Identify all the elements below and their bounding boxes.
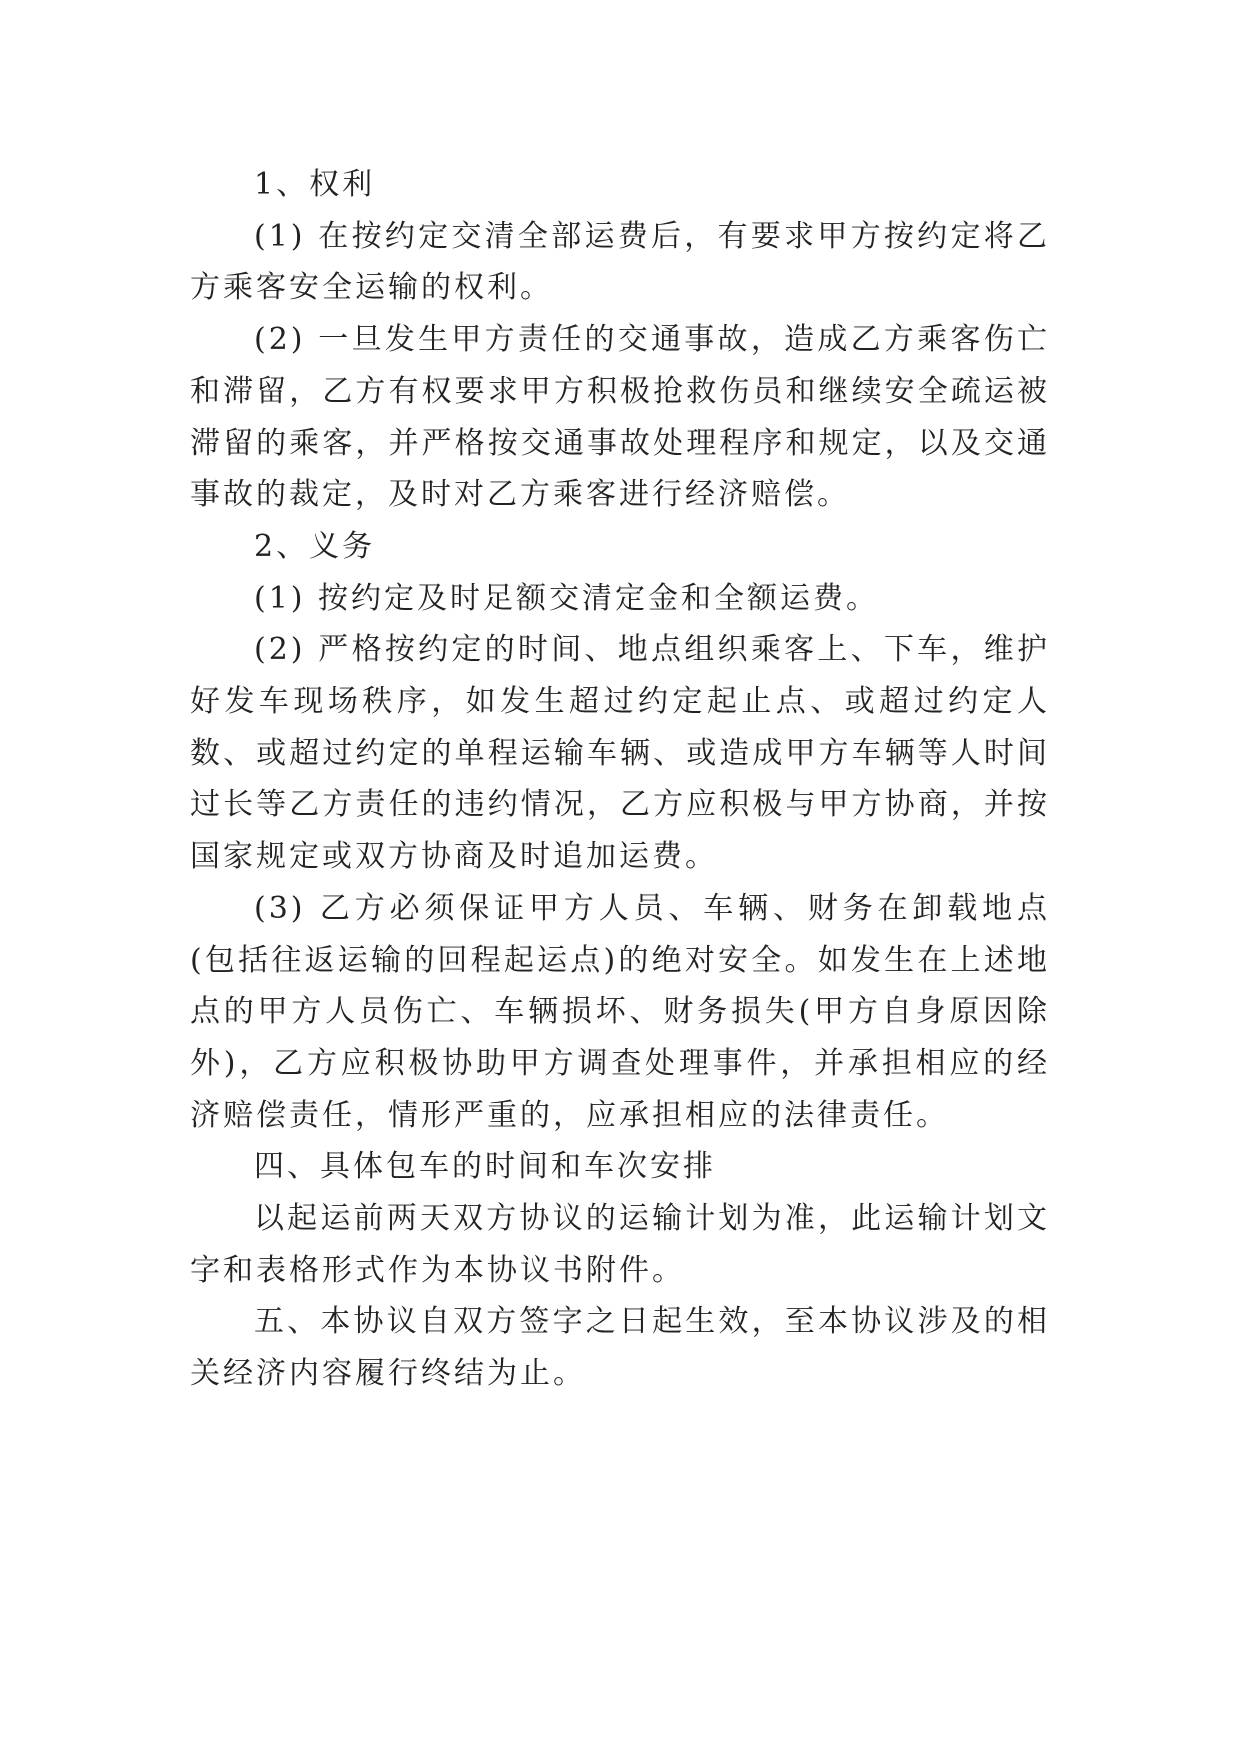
obligations-heading: 2、义务 xyxy=(254,528,376,564)
obligations-item-3: (3) 乙方必须保证甲方人员、车辆、财务在卸载地点(包括往返运输的回程起运点)的绝对安全。如发生在上述地点的甲方人员伤亡、车辆损坏、财务损失(甲方自身原因除外)，乙方应积极协助甲方调查处理事件，并承担相应的经济赔偿责任，情形严重的，应承担相应的法律责任。 xyxy=(190,890,1050,1133)
rights-heading: 1、权利 xyxy=(254,167,376,202)
obligations-item-2: (2) 严格按约定的时间、地点组织乘客上、下车，维护好发车现场秩序，如发生超过约定起止点、或超过约定人数、或超过约定的单程运输车辆、或造成甲方车辆等人时间过长等乙方责任的违约情况，乙方应积极与甲方协商，并按国家规定或双方协商及时追加运费。 xyxy=(190,632,1050,875)
section-five-text: 五、本协议自双方签字之日起生效，至本协议涉及的相关经济内容履行终结为止。 xyxy=(190,1304,1050,1392)
document-body xyxy=(190,159,1050,1400)
rights-item-1: (1) 在按约定交清全部运费后，有要求甲方按约定将乙方乘客安全运输的权利。 xyxy=(190,218,1050,306)
section-four-text: 以起运前两天双方协议的运输计划为准，此运输计划文字和表格形式作为本协议书附件。 xyxy=(190,1201,1050,1288)
section-four-heading: 四、具体包车的时间和车次安排 xyxy=(254,1149,716,1185)
rights-item-2: (2) 一旦发生甲方责任的交通事故，造成乙方乘客伤亡和滞留，乙方有权要求甲方积极抢救伤员和继续安全疏运被滞留的乘客，并严格按交通事故处理程序和规定，以及交通事故的裁定，及时对乙方乘客进行经济赔偿。 xyxy=(190,322,1050,513)
obligations-item-1: (1) 按约定及时足额交清定金和全额运费。 xyxy=(254,580,880,616)
